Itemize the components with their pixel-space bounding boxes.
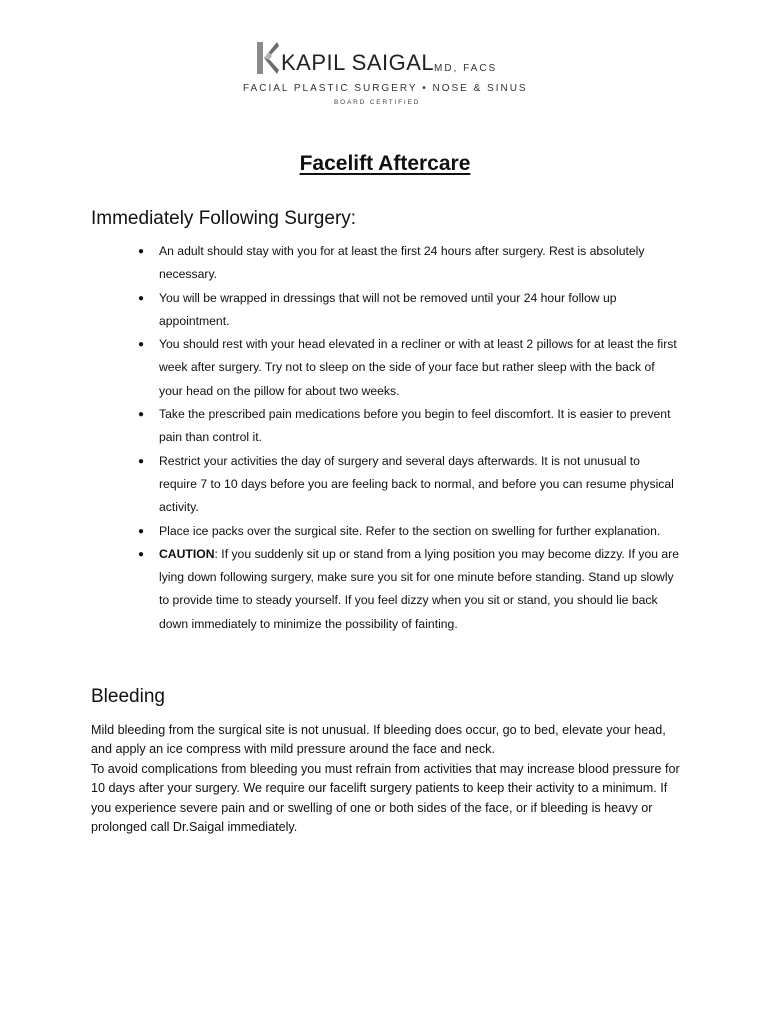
caution-text: : If you suddenly sit up or stand from a lying position you may become dizzy. If you are lying down following surgery, make sure you sit for one minute before standing. Stand up slowly to provide time to steady yourself. If you feel dizzy when you sit or stand, you should lie back down immediately to minimize the possibility of fainting.	[159, 546, 680, 631]
bleeding-paragraph-1: Mild bleeding from the surgical site is not unusual. If bleeding does occur, go to bed, elevate your head, and apply an ice compress with mild pressure around the face and neck.	[91, 723, 666, 757]
practice-credentials: MD, FACS	[434, 63, 498, 74]
list-item-text: Take the prescribed pain medications before you begin to feel discomfort. It is easier to prevent pain than control it.	[159, 407, 671, 445]
list-item-text: Restrict your activities the day of surgery and several days afterwards. It is not unusual to require 7 to 10 days before you are feeling back to normal, and before you can resume physical activity.	[159, 453, 674, 515]
letterhead	[243, 40, 543, 115]
caution-label: CAUTION	[159, 546, 215, 561]
list-item-text: Place ice packs over the surgical site. Refer to the section on swelling for further explanation.	[159, 523, 661, 538]
page-title: Facelift Aftercare	[299, 152, 471, 175]
list-item-text: An adult should stay with you for at least the first 24 hours after surgery. Rest is absolutely necessary.	[159, 244, 645, 282]
bleeding-paragraph	[91, 721, 681, 837]
list-item	[136, 520, 681, 543]
bullet-icon: ●	[138, 525, 145, 537]
section-heading-immediate: Immediately Following Surgery:	[91, 208, 357, 229]
list-item	[136, 287, 681, 334]
board-certified-label: BOARD CERTIFIED	[334, 99, 421, 106]
practice-name: KAPIL SAIGAL	[281, 50, 435, 75]
aftercare-list	[136, 240, 681, 636]
list-item-text: You should rest with your head elevated in a recliner or with at least 2 pillows for at least the first week after surgery. Try not to sleep on the side of your face but rather sleep with the back of your head on the pillow for about two weeks.	[159, 337, 677, 398]
section-heading-bleeding: Bleeding	[91, 686, 165, 707]
bullet-icon: ●	[138, 409, 145, 421]
list-item	[136, 240, 681, 287]
bleeding-paragraph-2: To avoid complications from bleeding you must refrain from activities that may increase blood pressure for 10 days after your surgery. We require our facelift surgery patients to keep their activity to a minimum. If you experience severe pain and or swelling of one or both sides of the face, or if bleeding is heavy or prolonged call Dr.Saigal immediately.	[91, 761, 680, 835]
list-item	[136, 450, 681, 520]
bullet-icon: ●	[138, 548, 145, 560]
list-item	[136, 403, 681, 450]
bullet-icon: ●	[138, 339, 145, 351]
bullet-icon: ●	[138, 455, 145, 467]
bullet-icon: ●	[138, 246, 145, 257]
practice-tagline: FACIAL PLASTIC SURGERY • NOSE & SINUS	[243, 83, 528, 94]
list-item	[136, 333, 681, 403]
caution-item	[136, 543, 681, 636]
list-item-text: You will be wrapped in dressings that will not be removed until your 24 hour follow up appointment.	[159, 290, 617, 328]
bullet-icon: ●	[138, 292, 145, 304]
k-logo-icon	[257, 42, 279, 74]
